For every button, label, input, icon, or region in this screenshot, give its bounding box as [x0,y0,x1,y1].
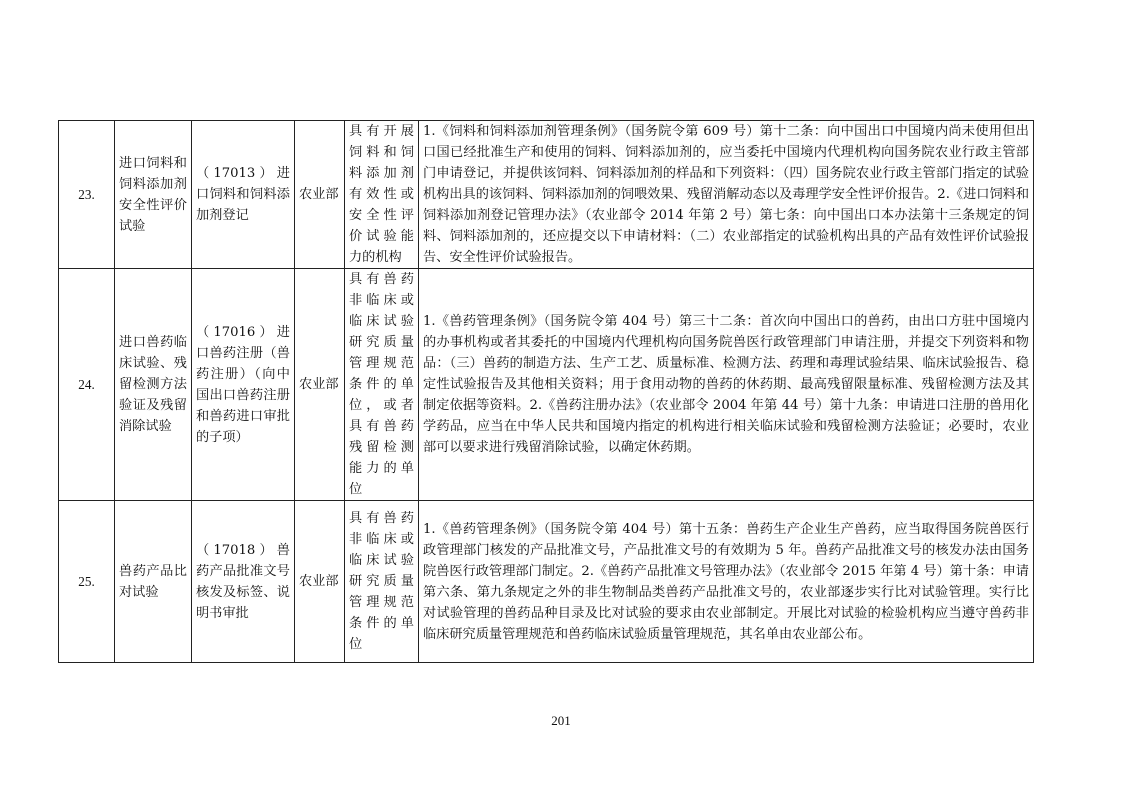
department: 农业部 [295,501,345,663]
test-name: 进口饲料和饲料添加剂安全性评价试验 [115,121,192,269]
department: 农业部 [295,269,345,501]
table-row [59,121,1034,269]
row-number: 24. [59,269,115,501]
legal-basis: 1.《饲料和饲料添加剂管理条例》（国务院令第 609 号）第十二条：向中国出口中国境内尚未使用但出口国已经批准生产和使用的饲料、饲料添加剂的，应当委托中国境内代理机构向国务院农业行政主管部门申请登记，并提供该饲料、饲料添加剂的样品和下列资料：（四）国务院农业行政主管部门指定的试验机构出具的该饲料、饲料添加剂的饲喂效果、残留消解动态以及毒理学安全性评价报告。2.《进口饲料和饲料添加剂登记管理办法》（农业部令 2014 年第 2 号）第七条：向中国出口本办法第十三条规定的饲料、饲料添加剂的，还应提交以下申请材料：（二）农业部指定的试验机构出具的产品有效性评价试验报告、安全性评价试验报告。 [419,121,1034,269]
table-row [59,501,1034,663]
legal-basis: 1.《兽药管理条例》（国务院令第 404 号）第三十二条：首次向中国出口的兽药，由出口方驻中国境内的办事机构或者其委托的中国境内代理机构向国务院兽医行政管理部门申请注册，并提交下列资料和物品：（三）兽药的制造方法、生产工艺、质量标准、检测方法、药理和毒理试验结果、临床试验报告、稳定性试验报告及其他相关资料；用于食用动物的兽药的休药期、最高残留限量标准、残留检测方法及其制定依据等资料。2.《兽药注册办法》（农业部令 2004 年第 44 号）第十九条：申请进口注册的兽用化学药品，应当在中华人民共和国境内指定的机构进行相关临床试验和残留检测方法验证；必要时，农业部可以要求进行残留消除试验，以确定休药期。 [419,269,1034,501]
row-number: 25. [59,501,115,663]
document-table [58,120,1034,663]
approval-item: （17013）进口饲料和饲料添加剂登记 [192,121,295,269]
department: 农业部 [295,121,345,269]
page-number: 201 [551,713,571,728]
approval-item: （17018）兽药产品批准文号核发及标签、说明书审批 [192,501,295,663]
test-name: 兽药产品比对试验 [115,501,192,663]
approval-item: （17016）进口兽药注册（兽药注册）（向中国出口兽药注册和兽药进口审批的子项） [192,269,295,501]
institution-requirement: 具有兽药非临床或临床试验研究质量管理规范条件的单位 [345,501,419,663]
row-number: 23. [59,121,115,269]
legal-basis: 1.《兽药管理条例》（国务院令第 404 号）第十五条：兽药生产企业生产兽药，应当取得国务院兽医行政管理部门核发的产品批准文号，产品批准文号的有效期为 5 年。兽药产品批准文号的核发办法由国务院兽医行政管理部门制定。2.《兽药产品批准文号管理办法》（农业部令 2015 年第 4 号）第十条：申请第六条、第九条规定之外的非生物制品类兽药产品批准文号的，农业部逐步实行比对试验管理。实行比对试验管理的兽药品种目录及比对试验的要求由农业部制定。开展比对试验的检验机构应当遵守兽药非临床研究质量管理规范和兽药临床试验质量管理规范，其名单由农业部公布。 [419,501,1034,663]
institution-requirement: 具有开展饲料和饲料添加剂有效性或安全性评价试验能力的机构 [345,121,419,269]
table-row [59,269,1034,501]
test-name: 进口兽药临床试验、残留检测方法验证及残留消除试验 [115,269,192,501]
institution-requirement: 具有兽药非临床或临床试验研究质量管理规范条件的单位，或者具有兽药残留检测能力的单位 [345,269,419,501]
